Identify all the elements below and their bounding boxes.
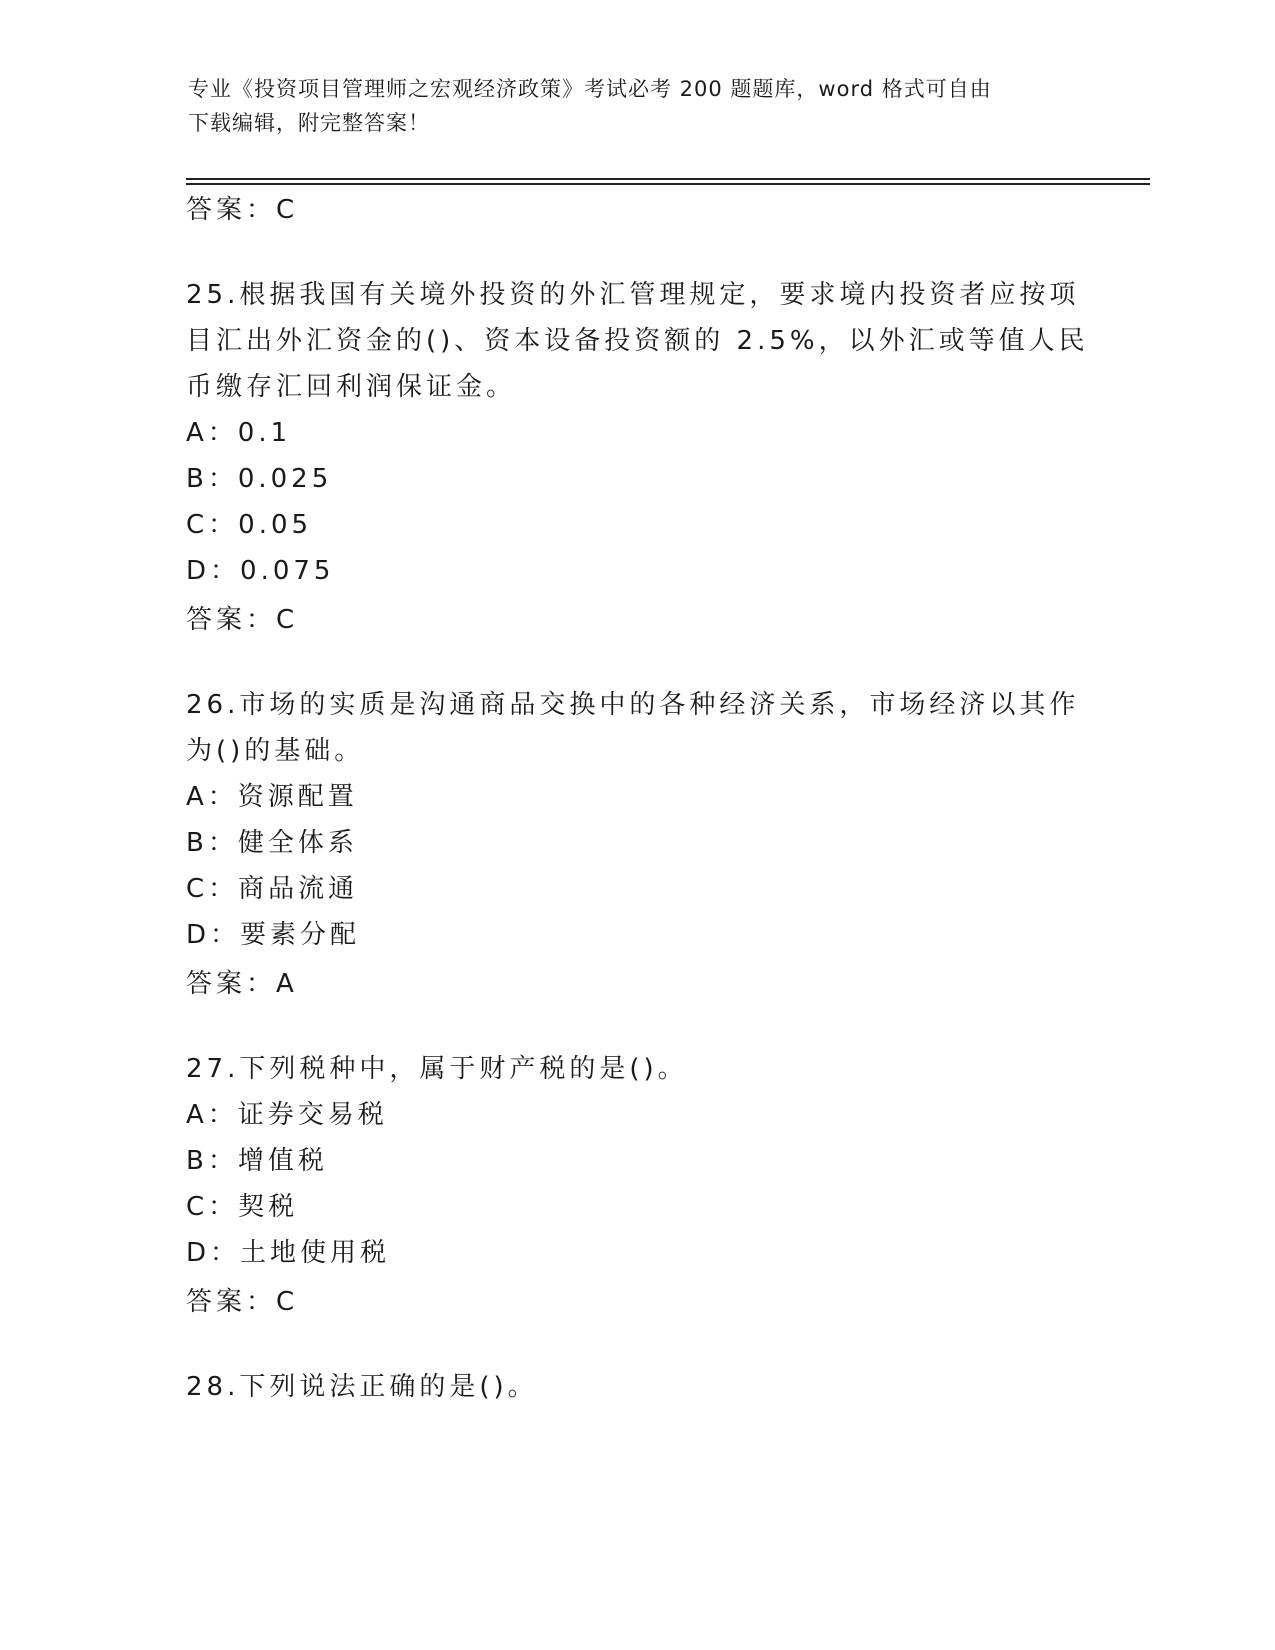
option-c: C：契税: [186, 1192, 299, 1222]
header-line-2: 下载编辑，附完整答案！: [188, 111, 430, 135]
option-a: A：0.1: [186, 418, 292, 448]
option-d: D：0.075: [186, 556, 335, 586]
option-b: B：增值税: [186, 1146, 328, 1176]
answer-line: 答案：C: [186, 195, 299, 225]
question-list: [186, 184, 1106, 1410]
option-d: D：要素分配: [186, 920, 361, 950]
option-c: C：0.05: [186, 510, 313, 540]
question-text: 28.下列说法正确的是()。: [186, 1372, 538, 1402]
option-a: A：资源配置: [186, 782, 358, 812]
answer-line: 答案：C: [186, 1287, 299, 1317]
document-header: [188, 72, 1088, 140]
question-text: 25.根据我国有关境外投资的外汇管理规定，要求境内投资者应按项目汇出外汇资金的()、资本设备投资额的 2.5%，以外汇或等值人民币缴存汇回利润保证金。: [186, 280, 1089, 402]
question-25: [186, 272, 1106, 646]
question-27: [186, 1046, 1106, 1328]
question-26: [186, 682, 1106, 1010]
question-text: 27.下列税种中，属于财产税的是()。: [186, 1054, 688, 1084]
question-text: 26.市场的实质是沟通商品交换中的各种经济关系，市场经济以其作为()的基础。: [186, 690, 1080, 766]
option-b: B：0.025: [186, 464, 333, 494]
header-divider-top: [186, 178, 1150, 180]
header-line-1: 专业《投资项目管理师之宏观经济政策》考试必考 200 题题库，word 格式可自由: [188, 77, 992, 101]
option-c: C：商品流通: [186, 874, 359, 904]
option-a: A：证券交易税: [186, 1100, 388, 1130]
option-b: B：健全体系: [186, 828, 358, 858]
answer-line: 答案：A: [186, 969, 298, 999]
option-d: D：土地使用税: [186, 1238, 391, 1268]
question-28: [186, 1364, 1106, 1410]
answer-line: 答案：C: [186, 605, 299, 635]
